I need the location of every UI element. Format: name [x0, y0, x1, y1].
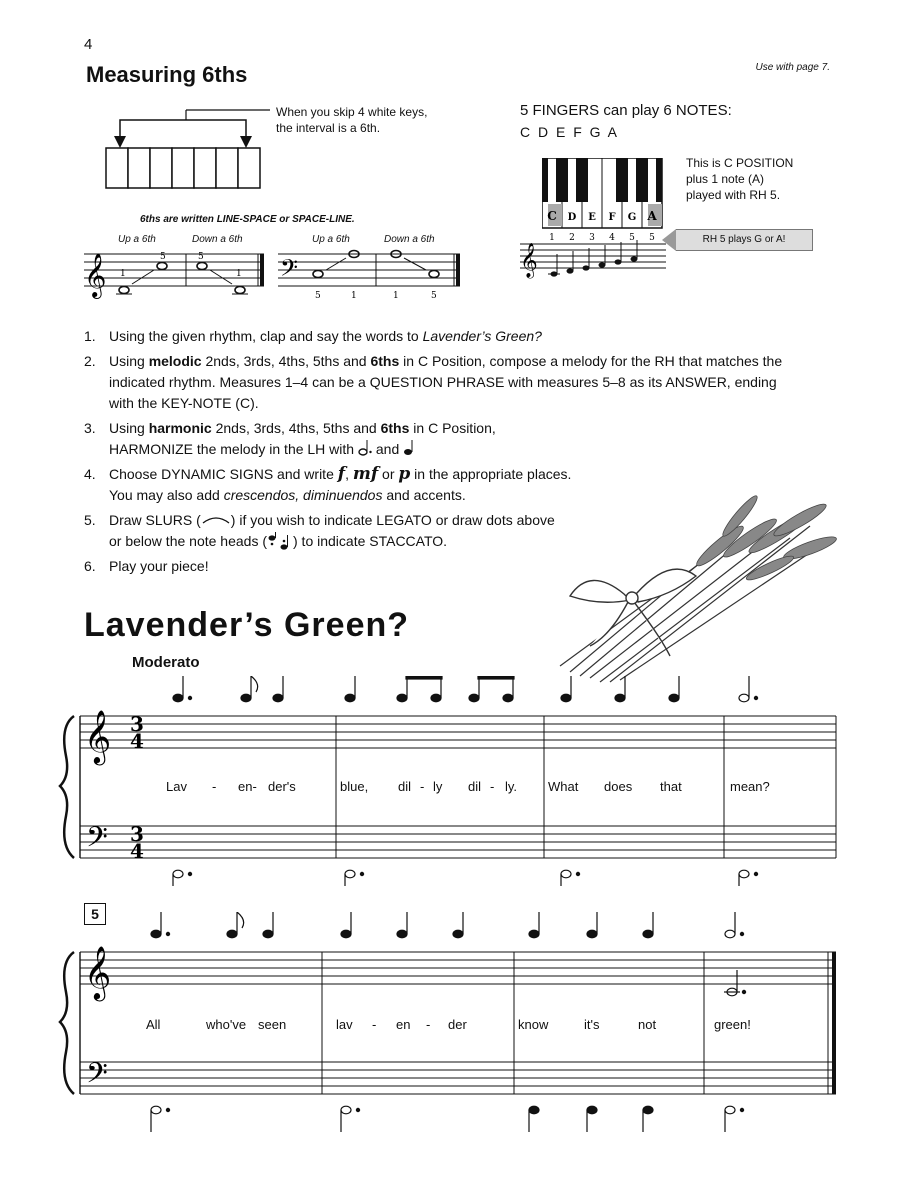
section-title: Measuring 6ths — [86, 62, 248, 87]
treble-clef-icon: 𝄞 — [520, 243, 538, 278]
key-label-g: G — [627, 212, 637, 223]
lyric: know — [518, 1017, 549, 1032]
lyric: who've — [206, 1017, 247, 1032]
finger-num-1: 1 — [549, 233, 555, 243]
lyric: green! — [714, 1017, 751, 1032]
instruction-emphasis: Lavender’s Green? — [422, 328, 542, 344]
lyric: ly — [433, 779, 443, 794]
rhythm-line-1 — [173, 676, 758, 702]
skip-keys-diagram — [100, 104, 280, 194]
treble-finger-3: 5 — [198, 252, 204, 262]
treble-finger-4: 1 — [236, 269, 242, 279]
skip-arrow — [114, 110, 270, 148]
key-label-c: C — [547, 209, 557, 223]
lyric: der — [448, 1017, 467, 1032]
instruction-number: 3. — [84, 420, 96, 436]
instruction-text: or below the note heads ( — [109, 533, 267, 549]
lyric: en — [396, 1017, 411, 1032]
quarter-note-icon — [403, 440, 415, 456]
lyric: dil — [468, 779, 482, 794]
fingers-title: 5 FINGERS can play 6 NOTES: — [520, 102, 732, 119]
measure-number-box: 5 — [84, 903, 106, 925]
instruction-text: ) to indicate STACCATO. — [293, 533, 448, 549]
instruction-text: and — [375, 441, 400, 457]
c-position-text — [686, 155, 816, 203]
lyric: - — [372, 1017, 377, 1032]
forte-symbol: f — [337, 464, 346, 484]
treble-clef-icon: 𝄞 — [84, 945, 112, 999]
lh-rhythm-1 — [173, 870, 758, 886]
bass-clef-icon: 𝄢 — [86, 1057, 108, 1097]
finger-num-5: 5 — [629, 233, 635, 243]
lyric: - — [212, 779, 217, 794]
rh-tag: RH 5 plays G or A! — [676, 229, 813, 251]
treble-down-label: Down a 6th — [192, 234, 243, 245]
time-sig-top-treble: 3 — [130, 712, 144, 736]
c-position-staff — [518, 240, 668, 280]
instruction-text: in the appropriate places. — [410, 466, 572, 482]
lyric: that — [660, 779, 682, 794]
instruction-text: Draw SLURS ( — [109, 512, 201, 528]
finger-num-4: 4 — [609, 233, 615, 243]
lyric: - — [420, 779, 425, 794]
lyric: lav — [336, 1017, 353, 1032]
lyric: ly. — [505, 779, 518, 794]
key-label-d: D — [567, 212, 577, 223]
fingers-notes: C D E F G A — [520, 124, 620, 140]
treble-finger-1: 1 — [120, 269, 126, 279]
lyric: blue, — [340, 779, 369, 794]
treble-clef-icon: 𝄞 — [84, 253, 107, 297]
song-title: Lavender’s Green? — [84, 606, 410, 644]
bass-finger-4: 5 — [431, 291, 437, 300]
lyric: - — [490, 779, 495, 794]
page-number: 4 — [84, 36, 93, 53]
bass-up-label: Up a 6th — [312, 234, 350, 245]
treble-sixths-example — [84, 246, 266, 300]
slur-icon — [201, 515, 231, 525]
finger-num-3: 3 — [589, 233, 595, 243]
instruction-number: 1. — [84, 328, 96, 344]
instruction-bold: harmonic — [148, 420, 212, 436]
c-position-line3: played with RH 5. — [686, 188, 781, 202]
bass-clef-icon: 𝄢 — [280, 254, 299, 287]
c-position-line1: This is C POSITION — [686, 156, 794, 170]
instruction-number: 5. — [84, 512, 96, 528]
skip-keys-text — [276, 104, 476, 136]
use-with-note: Use with page 7. — [755, 62, 830, 73]
treble-up-label: Up a 6th — [118, 234, 156, 245]
bass-down-label: Down a 6th — [384, 234, 435, 245]
instruction-text: Using the given rhythm, clap and say the words to — [109, 328, 423, 344]
piano-symbol: p — [398, 464, 411, 484]
mezzo-forte-symbol: mf — [352, 464, 379, 484]
instruction-text: You may also add — [109, 487, 224, 503]
instruction-3 — [84, 418, 804, 460]
treble-finger-2: 5 — [160, 252, 166, 262]
key-label-a: A — [647, 209, 657, 223]
instruction-1 — [84, 326, 804, 347]
skip-text-line2: the interval is a 6th. — [276, 121, 381, 135]
c-position-line2: plus 1 note (A) — [686, 172, 765, 186]
instruction-bold: 6ths — [370, 353, 400, 369]
time-sig-bottom-bass: 4 — [130, 839, 144, 863]
lyric: Lav — [166, 779, 187, 794]
time-sig-bottom-treble: 4 — [130, 729, 144, 753]
staccato-notes-icon — [267, 532, 293, 550]
lyric: All — [146, 1017, 161, 1032]
rhythm-line-2 — [151, 912, 744, 938]
bass-finger-2: 1 — [351, 291, 357, 300]
time-sig-top-bass: 3 — [130, 822, 144, 846]
skip-text-line1: When you skip 4 white keys, — [276, 105, 428, 119]
instruction-number: 4. — [84, 466, 96, 482]
lyric: seen — [258, 1017, 287, 1032]
key-label-e: E — [588, 212, 596, 223]
instruction-text: 2nds, 3rds, 4ths, 5ths and — [201, 353, 371, 369]
instruction-text: Using — [109, 420, 149, 436]
instruction-text: , — [345, 466, 353, 482]
lyric: does — [604, 779, 633, 794]
instruction-text: Using — [109, 353, 149, 369]
instruction-number: 2. — [84, 353, 96, 369]
finger-num-5b: 5 — [649, 233, 655, 243]
instruction-text: Choose DYNAMIC SIGNS and write — [109, 466, 338, 482]
key-label-f: F — [608, 212, 616, 223]
instruction-text: in C Position, compose a melody for the RH that matches the indicated rhythm. Measures 1–4 can be a QUESTION PHRASE with measures 5–8 as its ANSWER, ending with the KEY-NOTE (C). — [109, 353, 783, 411]
instruction-bold: 6ths — [380, 420, 410, 436]
finger-num-2: 2 — [569, 233, 575, 243]
instruction-number: 6. — [84, 558, 96, 574]
lyric: What — [548, 779, 579, 794]
instruction-text: 2nds, 3rds, 4ths, 5ths and — [211, 420, 381, 436]
lyric: dil — [398, 779, 412, 794]
instruction-emphasis: crescendos, diminuendos — [223, 487, 383, 503]
lyric: not — [638, 1017, 657, 1032]
lavender-bouquet-illustration — [520, 486, 840, 686]
instruction-bold: melodic — [148, 353, 202, 369]
instruction-text: HARMONIZE the melody in the LH with — [109, 441, 355, 457]
bass-sixths-example — [278, 246, 462, 300]
bass-clef-icon: 𝄢 — [86, 821, 108, 861]
dotted-half-note-icon — [358, 440, 372, 456]
bass-finger-3: 1 — [393, 291, 399, 300]
lyric: it's — [584, 1017, 600, 1032]
lyric: der's — [268, 779, 296, 794]
instruction-text: ) if you wish to indicate LEGATO or draw dots above — [230, 512, 555, 528]
treble-clef-icon: 𝄞 — [84, 709, 112, 763]
instruction-text: in C Position, — [409, 420, 496, 436]
lyric: en- — [238, 779, 257, 794]
instruction-2 — [84, 351, 804, 414]
lh-rhythm-2 — [151, 1106, 744, 1132]
sixths-written-note: 6ths are written LINE-SPACE or SPACE-LINE. — [140, 214, 355, 225]
instruction-text: or — [378, 466, 399, 482]
lyric: - — [426, 1017, 431, 1032]
instruction-text: Play your piece! — [109, 558, 209, 574]
instruction-text: and accents. — [382, 487, 466, 503]
white-keys — [106, 148, 260, 188]
bass-finger-1: 5 — [315, 291, 321, 300]
lyric: mean? — [730, 779, 770, 794]
ending-c-note — [724, 970, 746, 996]
tempo-marking: Moderato — [132, 654, 200, 671]
